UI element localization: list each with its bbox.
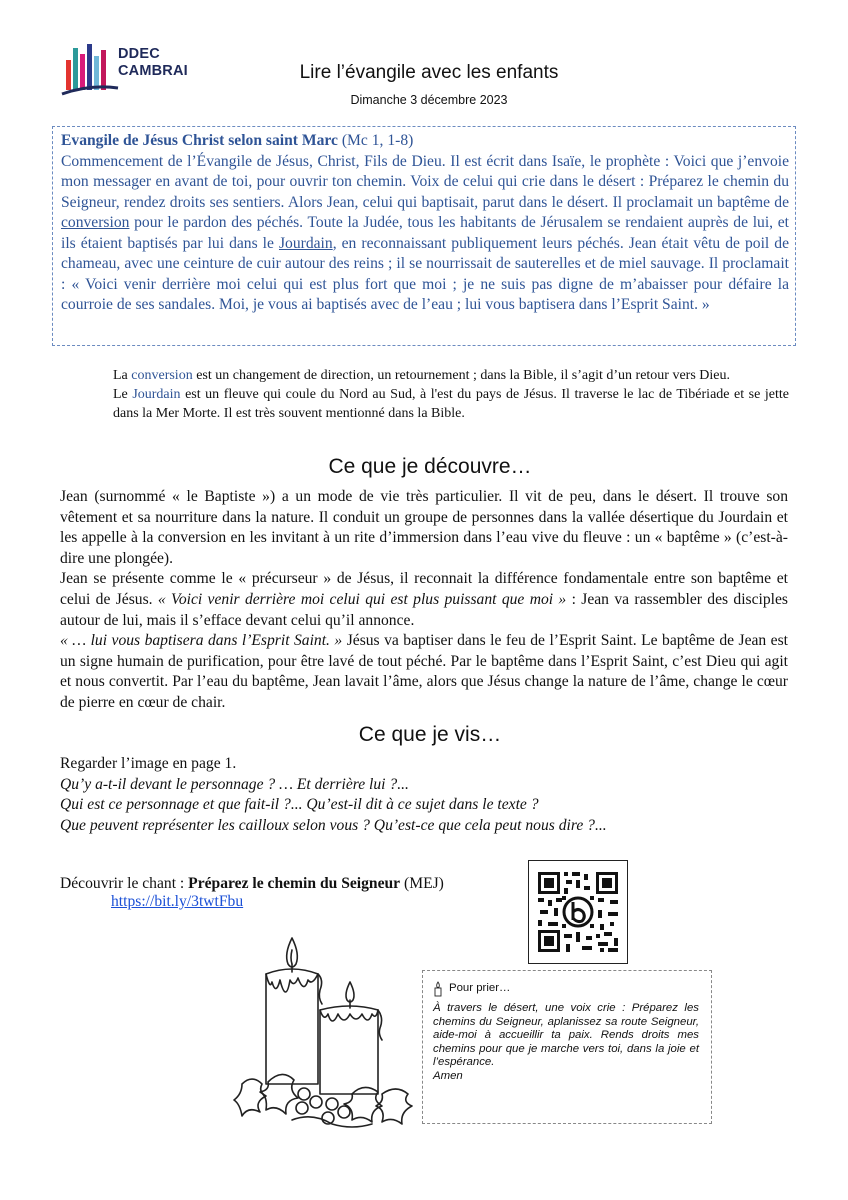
logo-line2: CAMBRAI [118,63,188,79]
chant-link[interactable]: https://bit.ly/3twtFbu [111,893,244,910]
vis-text [60,754,788,836]
prayer-title: Pour prier… [433,981,699,997]
logo-line1: DDEC [118,46,160,62]
gospel-heading: Evangile de Jésus Christ selon saint Marc (Mc 1, 1-8) [61,132,414,149]
decouvre-paragraph-2: Jean se présente comme le « précurseur » de Jésus, il reconnait la différence fondamentale entre son baptême et celui de Jésus. « Voici venir derrière moi celui qui est plus puissant que moi » : Jean va rassembler des disciples autour de lui, mais il s’efface devant celui qu’il annonce. [60,570,788,629]
vis-question-2: Qui est ce personnage et que fait-il ?... Qu’est-il dit à ce sujet dans le texte ? [60,796,539,813]
vis-question-1: Qu’y a-t-il devant le personnage ? … Et derrière lui ?... [60,775,409,793]
gospel-box [52,126,796,346]
term-jourdain: Jourdain [278,234,333,252]
decouvre-paragraph-1: Jean (surnommé « le Baptiste ») a un mode de vie très particulier. Il vit de peu, dans le désert. Il trouve son vêtement et sa nourriture dans la nature. Il conduit un groupe de personnes dans la vallée désertique du Jourdain et les appelle à la conversion en les invitant à un rite d’immersion dans l’eau vive du fleuve : un « baptême » (c’est-à-dire une plongée). [60,488,788,567]
vis-question-3: Que peuvent représenter les cailloux selon vous ? Qu’est-ce que cela peut nous dire ?... [60,816,607,834]
qr-code[interactable] [528,860,628,964]
chant-line: Découvrir le chant : Préparez le chemin du Seigneur (MEJ) [60,875,444,892]
gospel-text: Commencement de l’Évangile de Jésus, Christ, Fils de Dieu. Il est écrit dans Isaïe, le prophète : Voici que j’envoie mon messager en avant de toi, pour ouvrir ton chemin. Voix de celui qui crie dans le désert : Préparez le chemin du Seigneur, rendez droits ses sentiers. Alors Jean, celui qui baptisait, parut dans le désert. Il proclamait un baptême de conversion pour le pardon des péchés. Toute la Judée, tous les habitants de Jérusalem se rendaient auprès de lui, et ils étaient baptisés par lui dans le Jourdain, en reconnaissant publiquement leurs péchés. Jean était vêtu de poil de chameau, avec une ceinture de cuir autour des reins ; il se nourrissait de sauterelles et de miel sauvage. Il proclamait : « Voici venir derrière moi celui qui est plus fort que moi ; je ne suis pas digne de m’abaisser pour défaire la courroie de ses sandales. Moi, je vous ai baptisés avec de l’eau ; lui vous baptisera dans l’Esprit Saint. » [61,152,790,313]
section-heading-vis: Ce que je vis… [358,723,502,746]
page-date: Dimanche 3 décembre 2023 [350,93,508,107]
glossary [113,366,789,423]
prayer-text: À travers le désert, une voix crie : Préparez les chemins du Seigneur, aplanissez sa route Seigneur, aide-moi à accueillir ta paix. Rends droits mes chemins pour que je marche vers toi, dans la joie et l’espérance. [433,1002,699,1069]
candles-illustration [232,934,432,1134]
page-title: Lire l’évangile avec les enfants [299,62,559,83]
section-heading-decouvre: Ce que je découvre… [328,455,532,478]
prayer-box [422,970,712,1124]
prayer-amen: Amen [433,1069,463,1082]
decouvre-paragraph-3: « … lui vous baptisera dans l’Esprit Saint. » Jésus va baptiser dans le feu de l’Esprit Saint. Le baptême de Jean est un signe humain de purification, pour être lavé de tout péché. Par le baptême dans l’Esprit Saint, c’est Dieu qui agit et nous convertit. Par l’eau du baptême, Jean lavait l’âme, alors que Jésus change la nature de l’âme, change le cœur de pierre en cœur de chair. [60,632,788,711]
candle-icon [433,981,443,997]
term-conversion: conversion [61,214,130,231]
vis-intro: Regarder l’image en page 1. [60,755,237,772]
decouvre-text [60,487,788,714]
glossary-jourdain: Le Jourdain est un fleuve qui coule du Nord au Sud, à l'est du pays de Jésus. Il traverse le lac de Tibériade et se jette dans la Mer Morte. Il est très souvent mentionné dans la Bible. [113,387,789,421]
glossary-conversion: La conversion est un changement de direction, un retournement ; dans la Bible, il s’agit d’un retour vers Dieu. [113,368,730,383]
